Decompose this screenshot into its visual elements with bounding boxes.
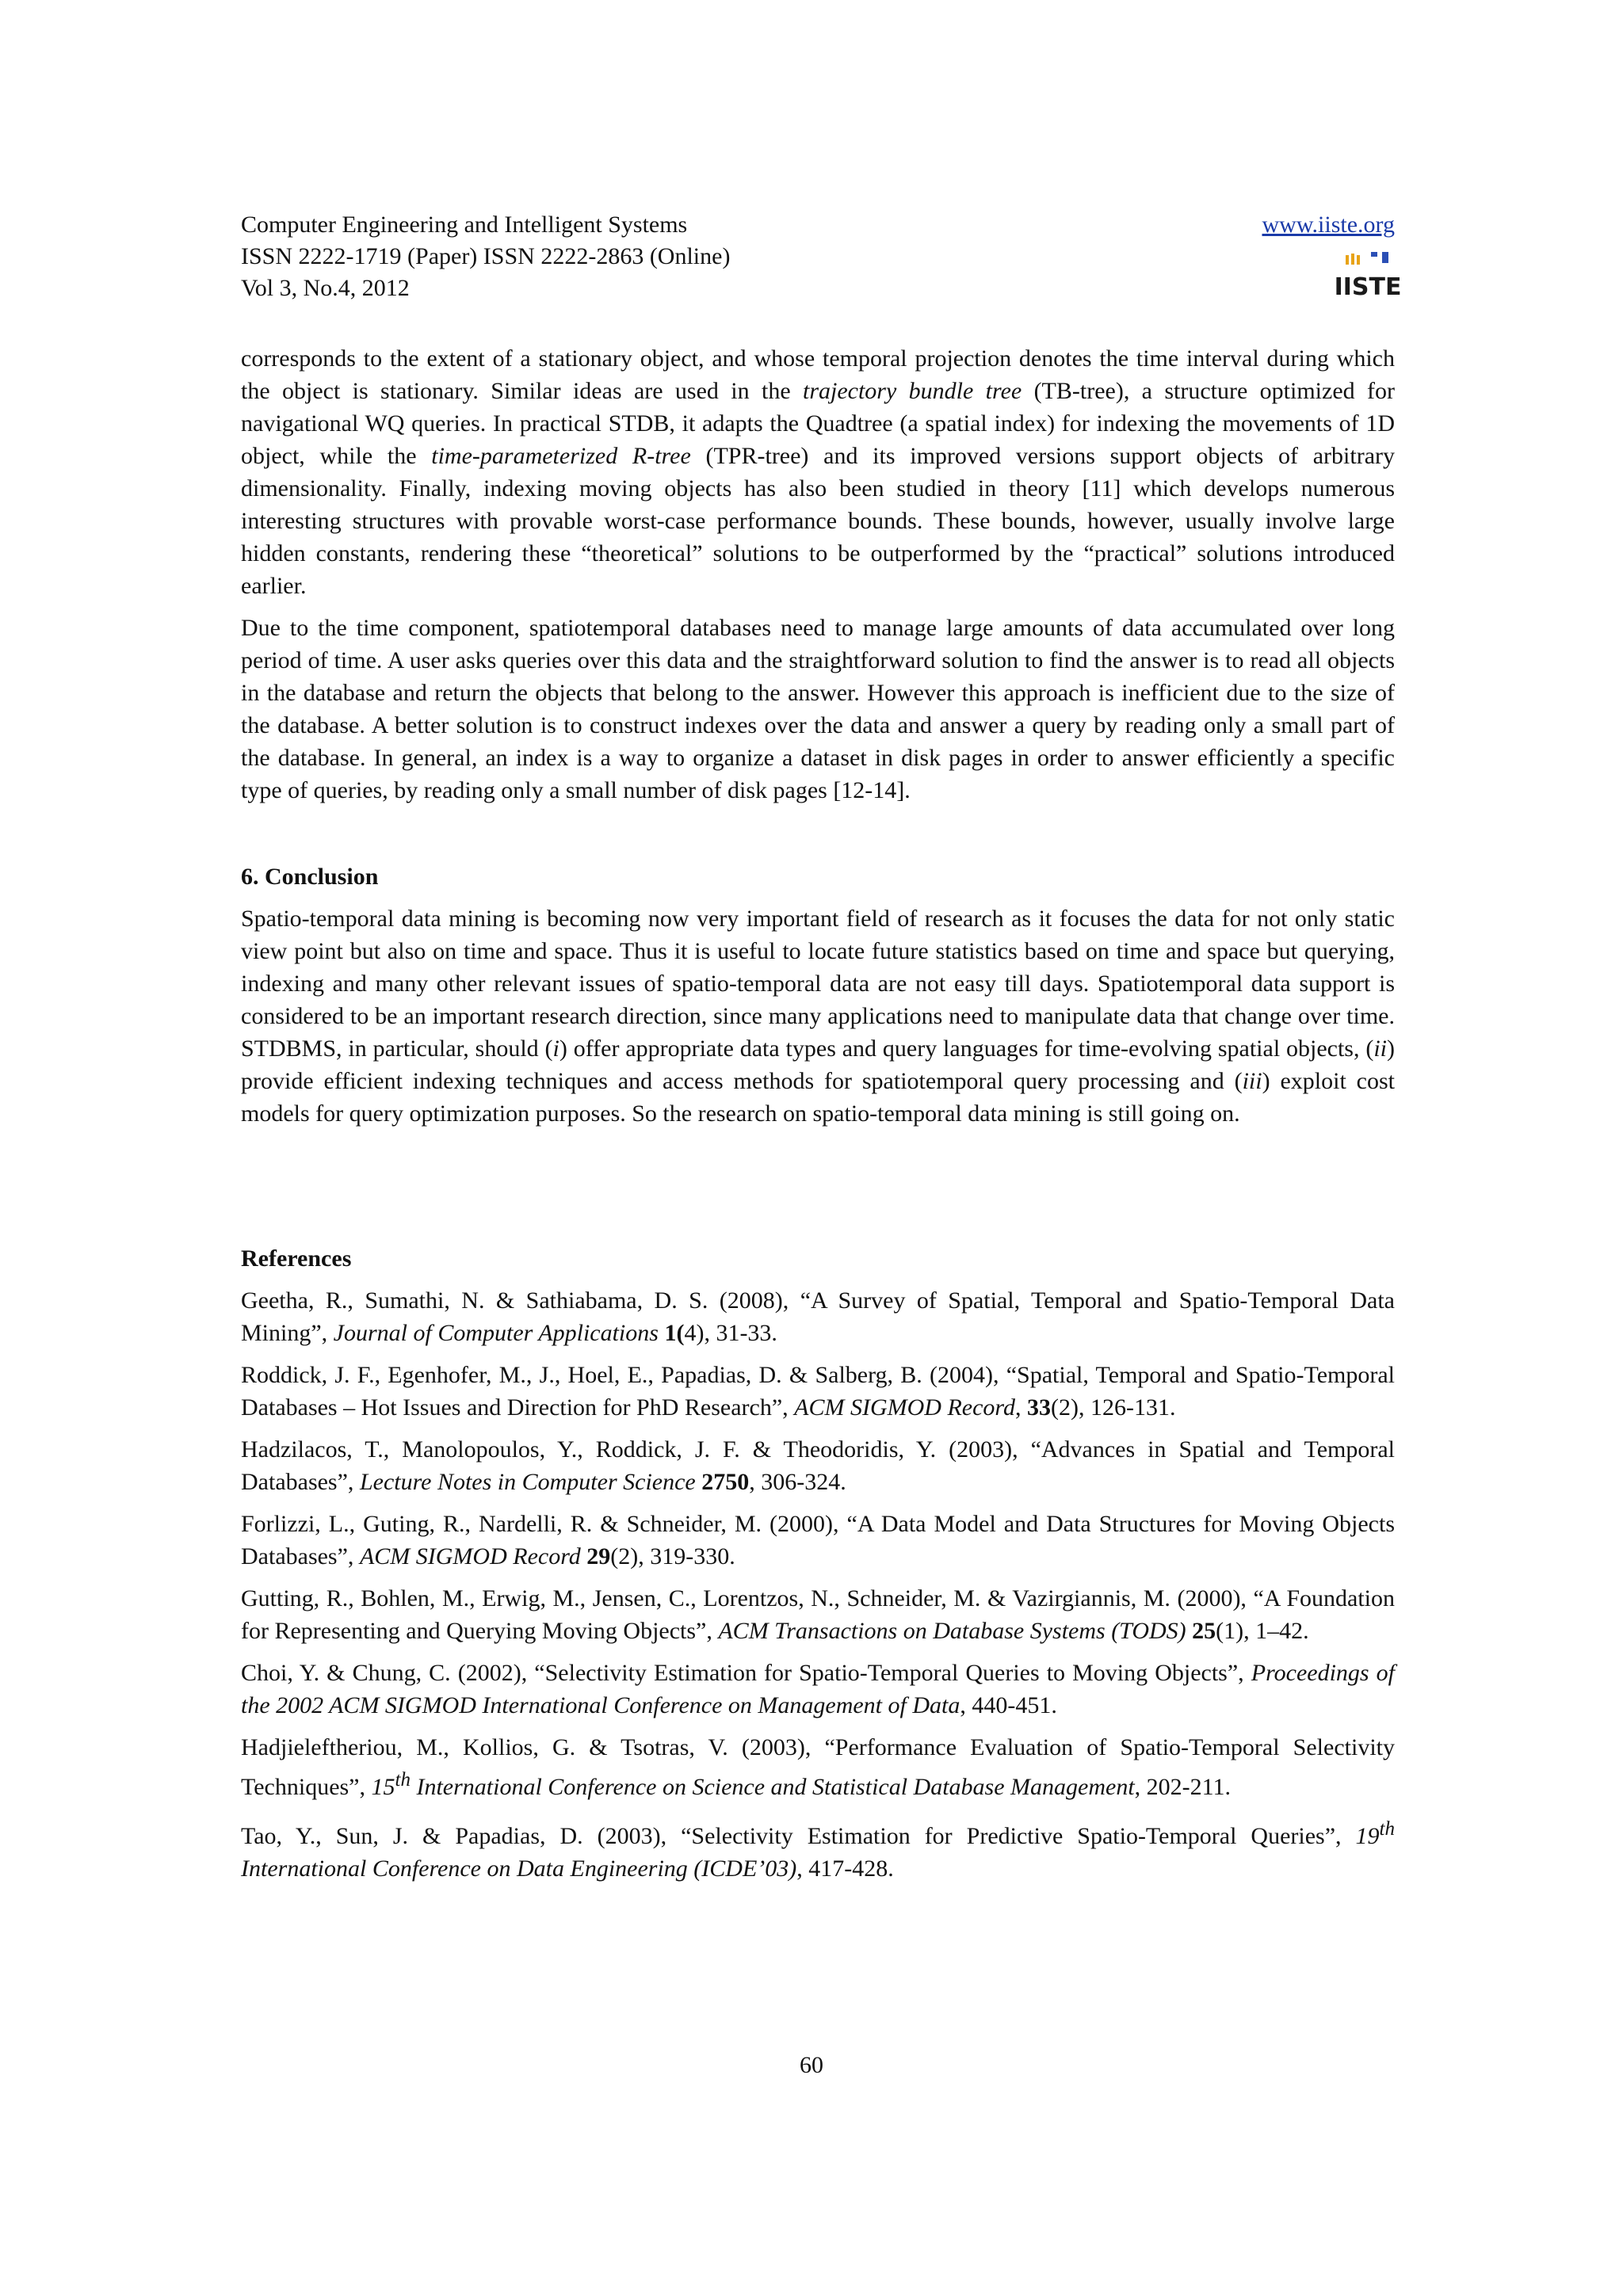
conclusion-heading: 6. Conclusion	[241, 864, 379, 890]
page	[241, 209, 1402, 1894]
reference-item: Hadzilacos, T., Manolopoulos, Y., Roddick, J. F. & Theodoridis, Y. (2003), “Advances in Spatial and Temporal Databases”, Lecture Notes in Computer Science 2750, 306-324.	[241, 1436, 1395, 1495]
iiste-logo-icon	[1334, 250, 1402, 301]
reference-item: Geetha, R., Sumathi, N. & Sathiabama, D. S. (2008), “A Survey of Spatial, Temporal and Spatio-Temporal Data Mining”, Journal of Computer Applications 1(4), 31-33.	[241, 1287, 1395, 1346]
reference-item: Gutting, R., Bohlen, M., Erwig, M., Jensen, C., Lorentzos, N., Schneider, M. & Vazirgiannis, M. (2000), “A Foundation for Representing and Querying Moving Objects”, ACM Transactions on Database Systems (TODS) 25(1), 1–42.	[241, 1585, 1395, 1644]
reference-item: Roddick, J. F., Egenhofer, M., J., Hoel, E., Papadias, D. & Salberg, B. (2004), “Spatial, Temporal and Spatio-Temporal Databases – Hot Issues and Direction for PhD Research”, ACM SIGMOD Record, 33(2), 126-131.	[241, 1362, 1395, 1421]
paragraph-spatiotemporal-databases: Due to the time component, spatiotemporal databases need to manage large amounts of data accumulated over long period of time. A user asks queries over this data and the straightforward solution to find the answer is to read all objects in the database and return the objects that belong to the answer. However this approach is inefficient due to the size of the database. A better solution is to construct indexes over the data and answer a query by reading only a small part of the database. In general, an index is a way to organize a dataset in disk pages in order to answer efficiently a specific type of queries, by reading only a small number of disk pages [12-14].	[241, 615, 1395, 803]
paragraph-indexing: corresponds to the extent of a stationary object, and whose temporal projection denotes the time interval during which the object is stationary. Similar ideas are used in the trajectory bundle tree (TB-tree), a structure optimized for navigational WQ queries. In practical STDB, it adapts the Quadtree (a spatial index) for indexing the movements of 1D object, while the time-parameterized R-tree (TPR-tree) and its improved versions support objects of arbitrary dimensionality. Finally, indexing moving objects has also been studied in theory [11] which develops numerous interesting structures with provable worst-case performance bounds. These bounds, however, usually involve large hidden constants, rendering these “theoretical” solutions to be outperformed by the “practical” solutions introduced earlier.	[241, 345, 1396, 599]
reference-item: Hadjieleftheriou, M., Kollios, G. & Tsotras, V. (2003), “Performance Evaluation of Spatio-Temporal Selectivity Techniques”, 15th International Conference on Science and Statistical Database Management, 202-211.	[241, 1734, 1395, 1800]
reference-item: Tao, Y., Sun, J. & Papadias, D. (2003), “Selectivity Estimation for Predictive Spatio-Temporal Queries”, 19th International Conference on Data Engineering (ICDE’03), 417-428.	[241, 1818, 1395, 1882]
reference-item: Forlizzi, L., Guting, R., Nardelli, R. & Schneider, M. (2000), “A Data Model and Data Structures for Moving Objects Databases”, ACM SIGMOD Record 29(2), 319-330.	[241, 1511, 1395, 1569]
page-header	[241, 209, 1402, 312]
references-heading: References	[241, 1245, 352, 1272]
volume-line: Vol 3, No.4, 2012	[241, 275, 410, 301]
svg-text:IISTE: IISTE	[1334, 273, 1402, 301]
journal-title: Computer Engineering and Intelligent Systems	[241, 212, 688, 238]
reference-item: Choi, Y. & Chung, C. (2002), “Selectivity Estimation for Spatio-Temporal Queries to Moving Objects”, Proceedings of the 2002 ACM SIGMOD International Conference on Management of Data, 440-451.	[241, 1660, 1395, 1718]
paragraph-conclusion: Spatio-temporal data mining is becoming now very important field of research as it focuses the data for not only static view point but also on time and space. Thus it is useful to locate future statistics based on time and space but querying, indexing and many other relevant issues of spatio-temporal data are not easy till days. Spatiotemporal data support is considered to be an important research direction, since many applications need to manipulate data that change over time. STDBMS, in particular, should (i) offer appropriate data types and query languages for time-evolving spatial objects, (ii) provide efficient indexing techniques and access methods for spatiotemporal query processing and (iii) exploit cost models for query optimization purposes. So the research on spatio-temporal data mining is still going on.	[241, 906, 1395, 1127]
journal-website-link[interactable]: www.iiste.org	[1262, 212, 1395, 238]
page-number: 60	[800, 2052, 823, 2078]
issn-line: ISSN 2222-1719 (Paper) ISSN 2222-2863 (Online)	[241, 243, 731, 269]
body-text	[241, 342, 1395, 1885]
